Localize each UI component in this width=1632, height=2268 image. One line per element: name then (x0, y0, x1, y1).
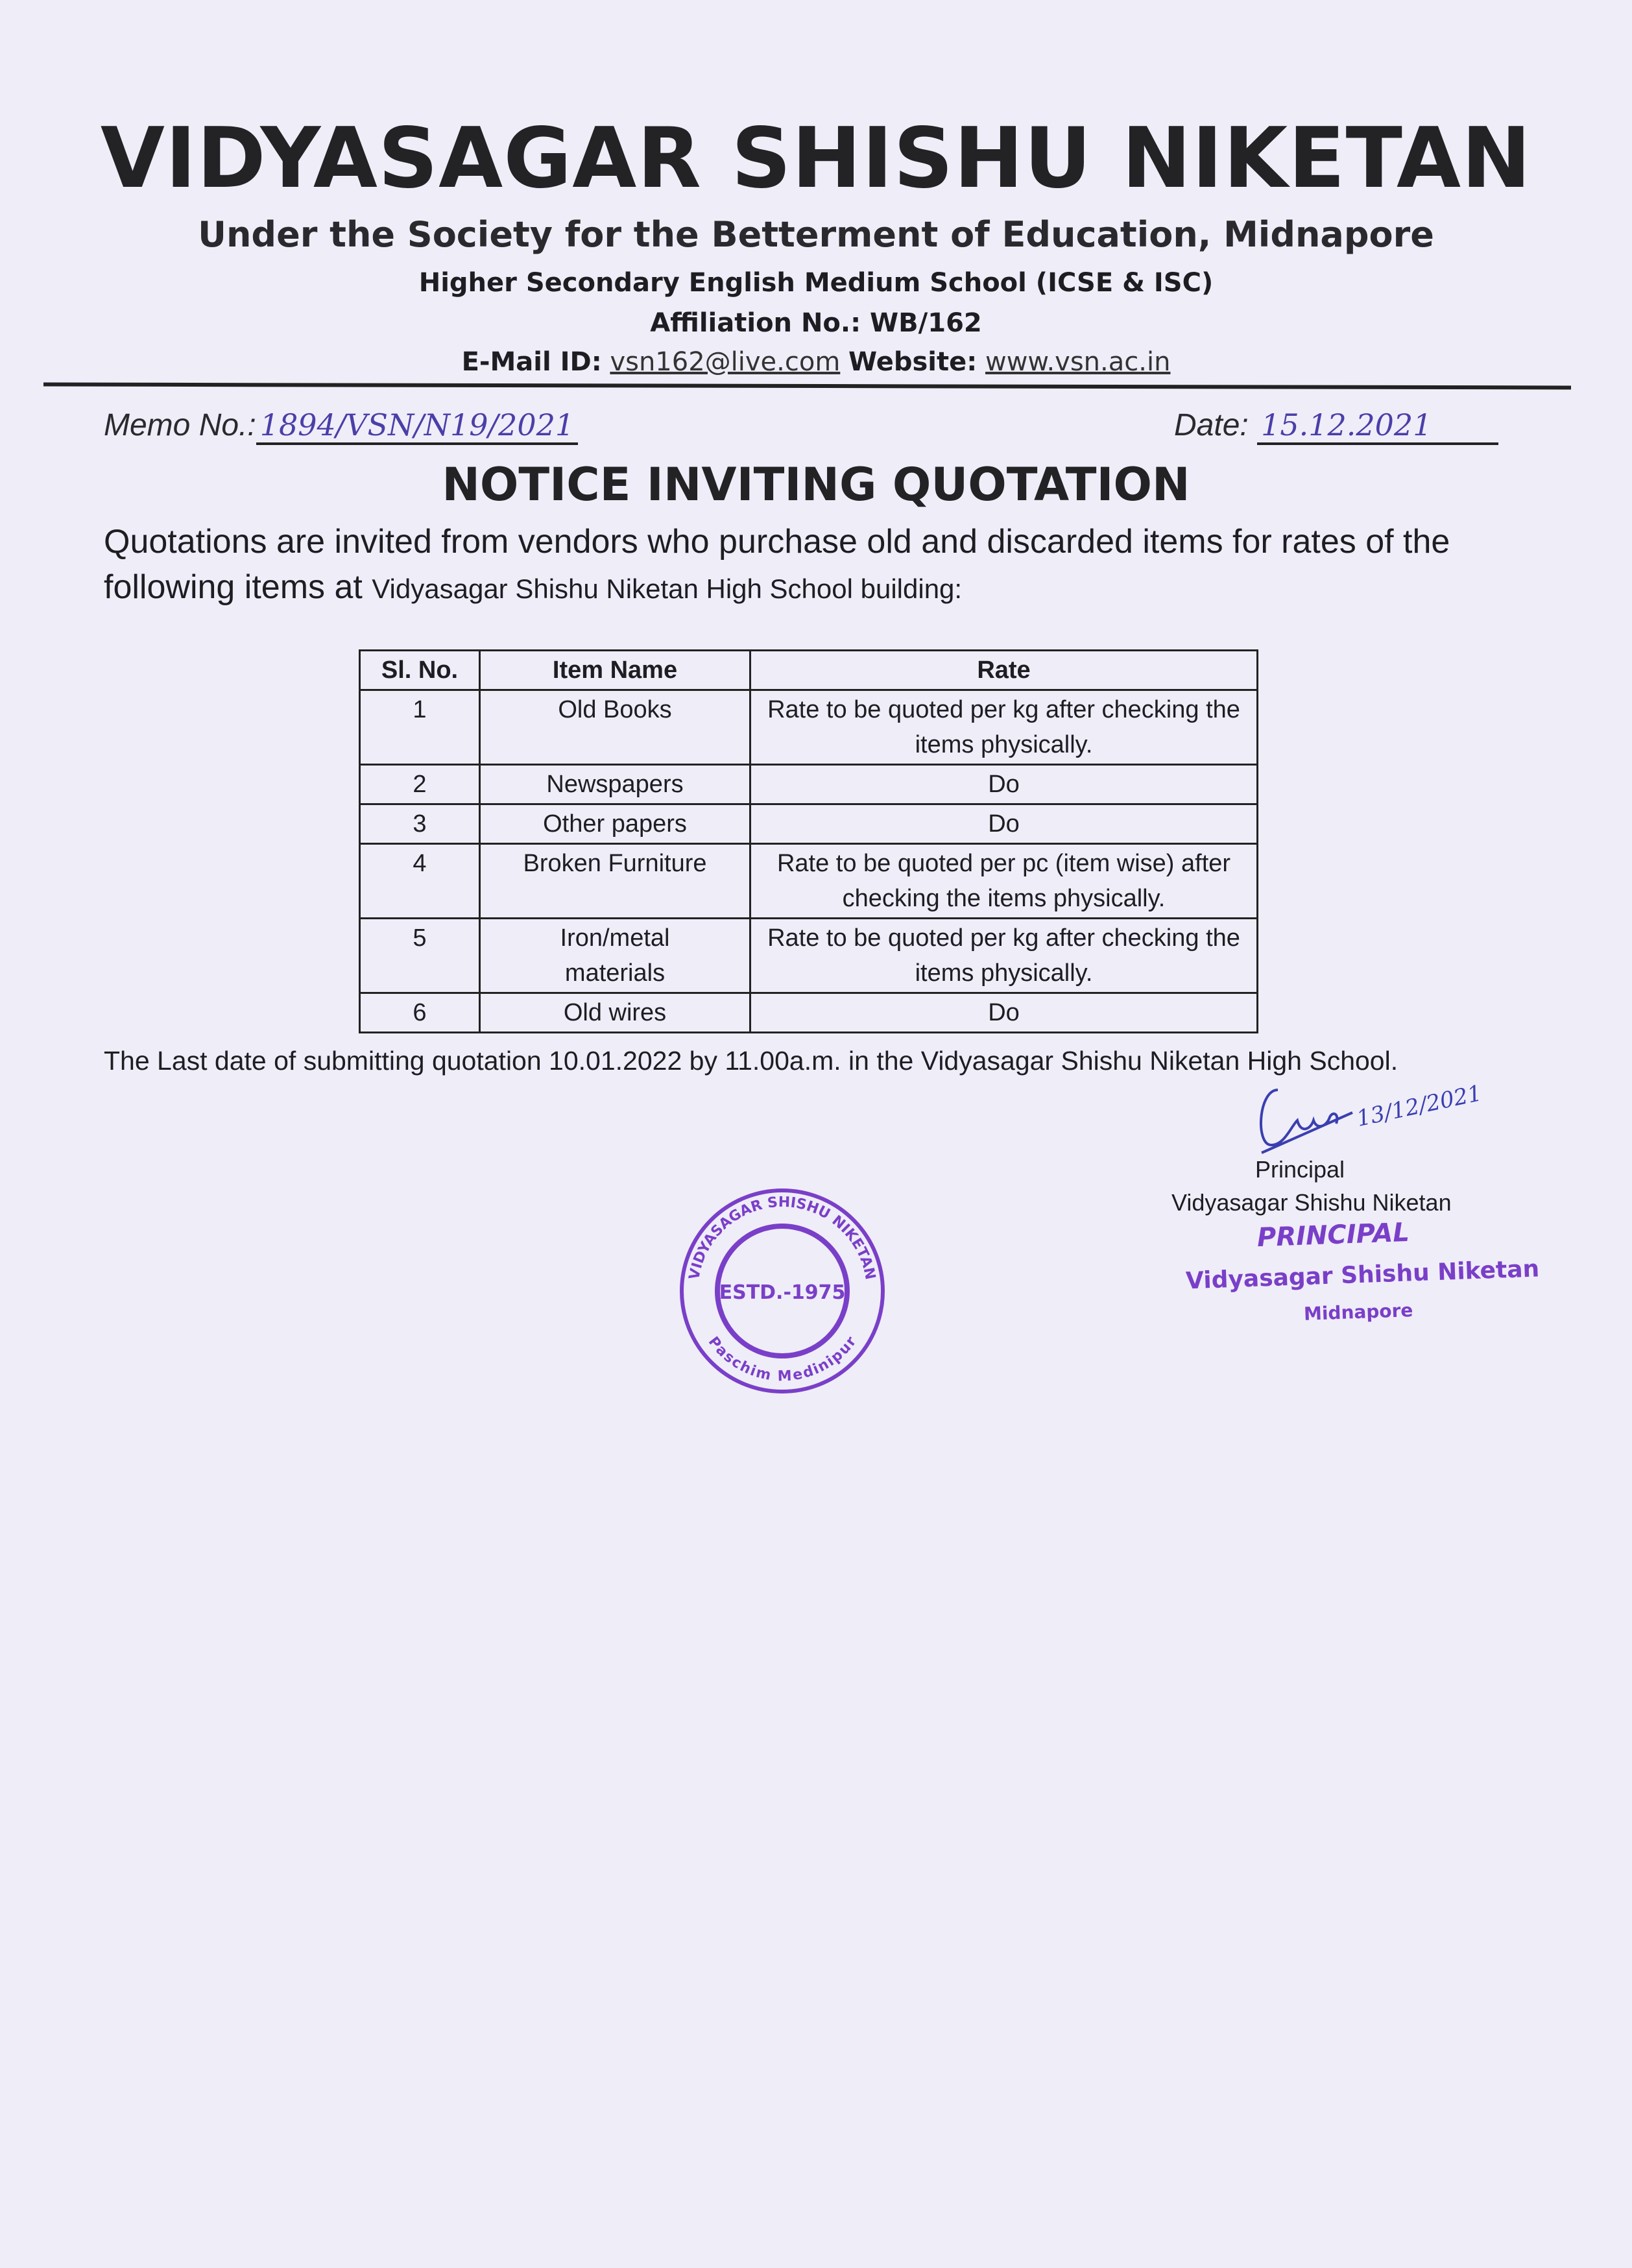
cell-item: Old Books (480, 690, 750, 765)
seal-center-text: ESTD.-1975 (719, 1281, 846, 1304)
cell-sl: 6 (360, 993, 480, 1033)
cell-rate: Do (750, 765, 1258, 804)
cell-rate: Do (750, 804, 1258, 844)
society-subtitle: Under the Society for the Betterment of Education, Midnapore (198, 214, 1434, 255)
cell-rate: Rate to be quoted per pc (item wise) after checking the items physically. (750, 844, 1258, 919)
table-header-row (360, 651, 1258, 690)
memo-number (104, 407, 578, 445)
cell-item: Iron/metal materials (480, 919, 750, 993)
intro-place: Vidyasagar Shishu Niketan High School building: (372, 573, 963, 604)
seal-top-text: VIDYASAGAR SHISHU NIKETAN (686, 1194, 878, 1281)
website-link[interactable]: www.vsn.ac.in (985, 347, 1171, 377)
website-label: Website: (848, 347, 978, 377)
svg-text:VIDYASAGAR SHISHU NIKETAN (686, 1194, 878, 1281)
principal-stamp-place: Midnapore (1303, 1299, 1413, 1325)
items-table (359, 649, 1258, 1033)
table-row (360, 993, 1258, 1033)
table-row (360, 690, 1258, 765)
header-divider (43, 383, 1571, 390)
table-row (360, 919, 1258, 993)
last-date-note: The Last date of submitting quotation 10.01.2022 by 11.00a.m. in the Vidyasagar Shishu Niketan High School. (104, 1046, 1398, 1076)
email-link[interactable]: vsn162@live.com (610, 347, 841, 377)
cell-rate: Do (750, 993, 1258, 1033)
principal-signature (1252, 1080, 1356, 1158)
cell-sl: 4 (360, 844, 480, 919)
cell-item: Old wires (480, 993, 750, 1033)
cell-rate: Rate to be quoted per kg after checking the items physically. (750, 919, 1258, 993)
signatory-title: Principal (1255, 1156, 1345, 1183)
cell-sl: 2 (360, 765, 480, 804)
cell-item: Broken Furniture (480, 844, 750, 919)
signatory-school: Vidyasagar Shishu Niketan (1171, 1189, 1452, 1216)
signature-date: 13/12/2021 (1354, 1080, 1484, 1132)
cell-sl: 3 (360, 804, 480, 844)
affiliation-number: Affiliation No.: WB/162 (650, 308, 982, 338)
cell-sl: 1 (360, 690, 480, 765)
table-row (360, 804, 1258, 844)
cell-item: Newspapers (480, 765, 750, 804)
school-seal (678, 1187, 886, 1395)
intro-paragraph (104, 519, 1544, 612)
cell-sl: 5 (360, 919, 480, 993)
seal-bottom-text: Paschim Medinipur (704, 1334, 860, 1385)
header-sl-no: Sl. No. (360, 651, 480, 690)
school-name: VIDYASAGAR SHISHU NIKETAN (100, 110, 1532, 207)
notice-date (1174, 407, 1498, 445)
intro-main: Quotations are invited from vendors who purchase old and discarded items for rates of the following items at (104, 523, 1450, 606)
cell-rate: Rate to be quoted per kg after checking the items physically. (750, 690, 1258, 765)
contact-line (0, 347, 1632, 377)
memo-label: Memo No.: (104, 408, 256, 442)
table-row (360, 844, 1258, 919)
school-type: Higher Secondary English Medium School (ICSE & ISC) (418, 268, 1214, 298)
date-value: 15.12.2021 (1257, 407, 1498, 445)
header-rate: Rate (750, 651, 1258, 690)
table-row (360, 765, 1258, 804)
memo-value: 1894/VSN/N19/2021 (256, 407, 578, 445)
cell-item: Other papers (480, 804, 750, 844)
notice-title: NOTICE INVITING QUOTATION (442, 458, 1190, 511)
principal-stamp-title: PRINCIPAL (1256, 1217, 1410, 1253)
principal-stamp-school: Vidyasagar Shishu Niketan (1185, 1255, 1540, 1295)
email-label: E-Mail ID: (461, 347, 602, 377)
header-item-name: Item Name (480, 651, 750, 690)
date-label: Date: (1174, 408, 1249, 442)
